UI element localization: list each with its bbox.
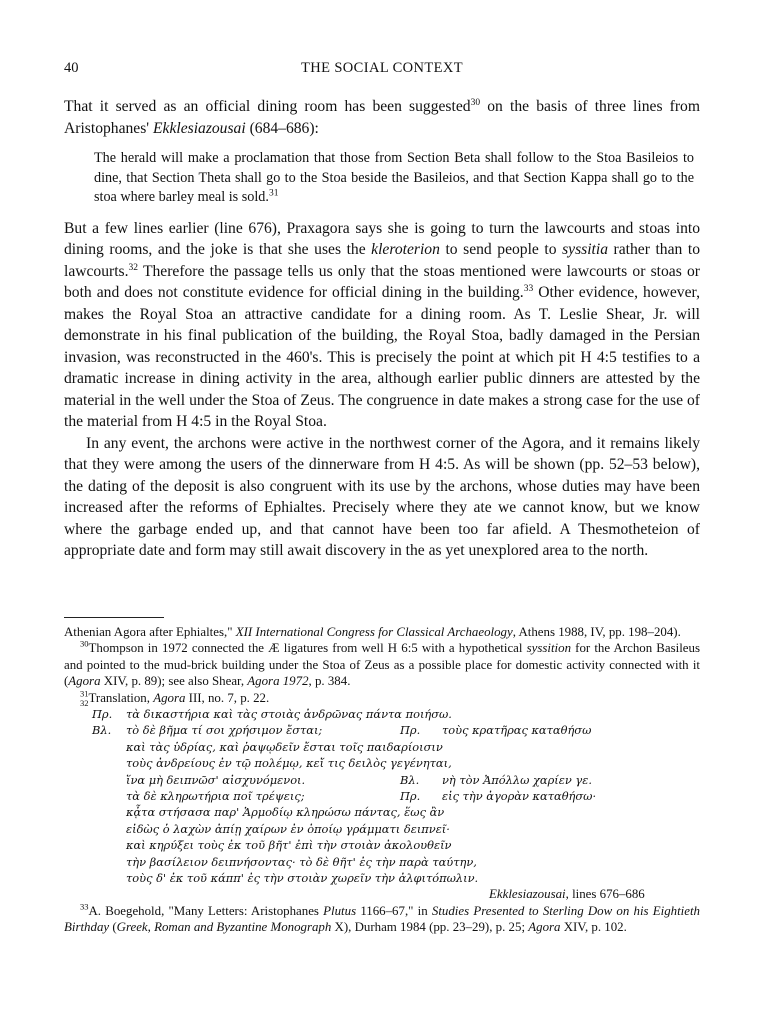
paragraph-1: That it served as an official dining room has been suggested$^{30}$ on the basis of three lines from Aristophanes' Ekklesiazousai (684–686):	[64, 97, 700, 137]
footnote-33: $^{33}$A. Boegehold, "Many Letters: Aristophanes Plutus 1166–67," in Studies Presented to Sterling Dow on his Eightieth Birthday (Greek, Roman and Byzantine Monograph X), Durham 1984 (pp. 23–29), p. 25; Agora XIV, p. 102.	[64, 901, 701, 935]
greek-line: ἵνα μὴ δειπνῶσ' αἰσχυνόμενοι. Βλ. νὴ τὸν Ἀπόλλω χαρίεν γε.	[126, 772, 592, 787]
greek-line: κᾆτα στήσασα παρ' Ἁρμοδίῳ κληρώσω πάντας, ἕως ἂν	[126, 805, 445, 820]
footnotes	[64, 624, 700, 936]
greek-line: Βλ. τὸ δὲ βῆμα τί σοι χρήσιμον ἔσται; Πρ. τοὺς κρατῆρας καταθήσω	[92, 723, 592, 738]
main-text	[64, 96, 700, 562]
paragraph-2: But a few lines earlier (line 676), Praxagora says she is going to turn the lawcourts and stoas into dining rooms, and the joke is that she uses the kleroterion to send people to syssitia rather than to lawcourts.$^{32}$ Therefore the passage tells us only that the stoas mentioned were lawcourts or stoas or both and does not constitute evidence for official dining in the building.$^{33}$ Other evidence, however, makes the Royal Stoa an attractive candidate for a dining room. As T. Leslie Shear, Jr. will demonstrate in his final publication of the building, the Royal Stoa, badly damaged in the Persian invasion, was reconstructed in the 460's. This is precisely the point at which pit H 4:5 testifies to a dramatic increase in dining activity in the area, although earlier public dinners are attested by the material in the well under the Stoa of Zeus. The congruence in date makes a strong case for the use of the material from H 4:5 in the Royal Stoa.	[64, 219, 700, 430]
footnote-ref-32: 32	[128, 262, 139, 273]
footnote-divider	[64, 617, 164, 618]
running-title: THE SOCIAL CONTEXT	[300, 60, 464, 76]
footnote-31: $^{31}$Translation, Agora III, no. 7, p. 22.	[80, 688, 270, 705]
page-number: 40	[64, 60, 79, 76]
greek-source: Ekklesiazousai, lines 676–686	[489, 887, 645, 902]
footnote-30: $^{30}$Thompson in 1972 connected the Æ ligatures from well H 6:5 with a hypothetical syssition for the Archon Basileus and pointed to the mud-brick building under the Stoa of Zeus as a possible place for domestic activity connected with it (Agora XIV, p. 89); see also Shear, Agora 1972, p. 384.	[64, 639, 700, 689]
greek-line: εἰδὼς ὁ λαχὼν ἀπίῃ χαίρων ἐν ὁποίῳ γράμματι δειπνεῖ·	[126, 821, 450, 836]
footnote-ref-33: 33	[523, 283, 534, 294]
greek-line: τὰ δὲ κληρωτήρια ποῖ τρέψεις; Πρ. εἰς τὴν ἀγορὰν καταθήσω·	[126, 788, 597, 803]
greek-line: καὶ κηρύξει τοὺς ἐκ τοῦ βῆτ' ἐπὶ τὴν στοιὰν ἀκολουθεῖν	[126, 838, 452, 853]
footnote-ref-31: 31	[268, 188, 279, 199]
greek-line: τοὺς δ' ἐκ τοῦ κάππ' ἐς τὴν στοιὰν χωρεῖν τὴν ἀλφιτόπωλιν.	[126, 870, 479, 885]
greek-line: 32 Πρ. τὰ δικαστήρια καὶ τὰς στοιὰς ἀνδρῶνας πάντα ποιήσω.	[80, 698, 452, 722]
greek-line: τοὺς ἀνδρείους ἐν τῷ πολέμῳ, κεἴ τις δειλὸς γεγένηται,	[126, 756, 452, 771]
paragraph-3: In any event, the archons were active in the northwest corner of the Agora, and it remains likely that they were among the users of the dinnerware from H 4:5. As will be shown (pp. 52–53 below), the dating of the deposit is also congruent with its use by the archons, whose duties may have been increased after the reforms of Ephialtes. Precisely where they ate we cannot know, but we know where the garbage ended up, and that cannot have been too far afield. A Thesmotheteion of appropriate date and form may still await discovery in the as yet unexplored area to the north.	[64, 434, 700, 559]
block-quote: The herald will make a proclamation that those from Section Beta shall follow to the Stoa Basileios to dine, that Section Theta shall go to the Stoa beside the Basileios, and that Section Kappa shall go to the stoa where barley meal is sold.$^{31}$	[94, 150, 694, 205]
work-title: Ekklesiazousai	[153, 119, 246, 137]
footnote-32	[64, 698, 700, 903]
footnote-continuation: Athenian Agora after Ephialtes," XII International Congress for Classical Archaeology, Athens 1988, IV, pp. 198–204).	[64, 625, 681, 639]
greek-line: καὶ τὰς ὑδρίας, καὶ ῥαψῳδεῖν ἔσται τοῖς παιδαρίοισιν	[126, 739, 443, 754]
footnote-ref-30: 30	[470, 97, 481, 108]
page-header	[64, 60, 700, 82]
greek-line: τὴν βασίλειον δειπνήσοντας· τὸ δὲ θῆτ' ἐς τὴν παρὰ ταύτην,	[126, 854, 477, 869]
